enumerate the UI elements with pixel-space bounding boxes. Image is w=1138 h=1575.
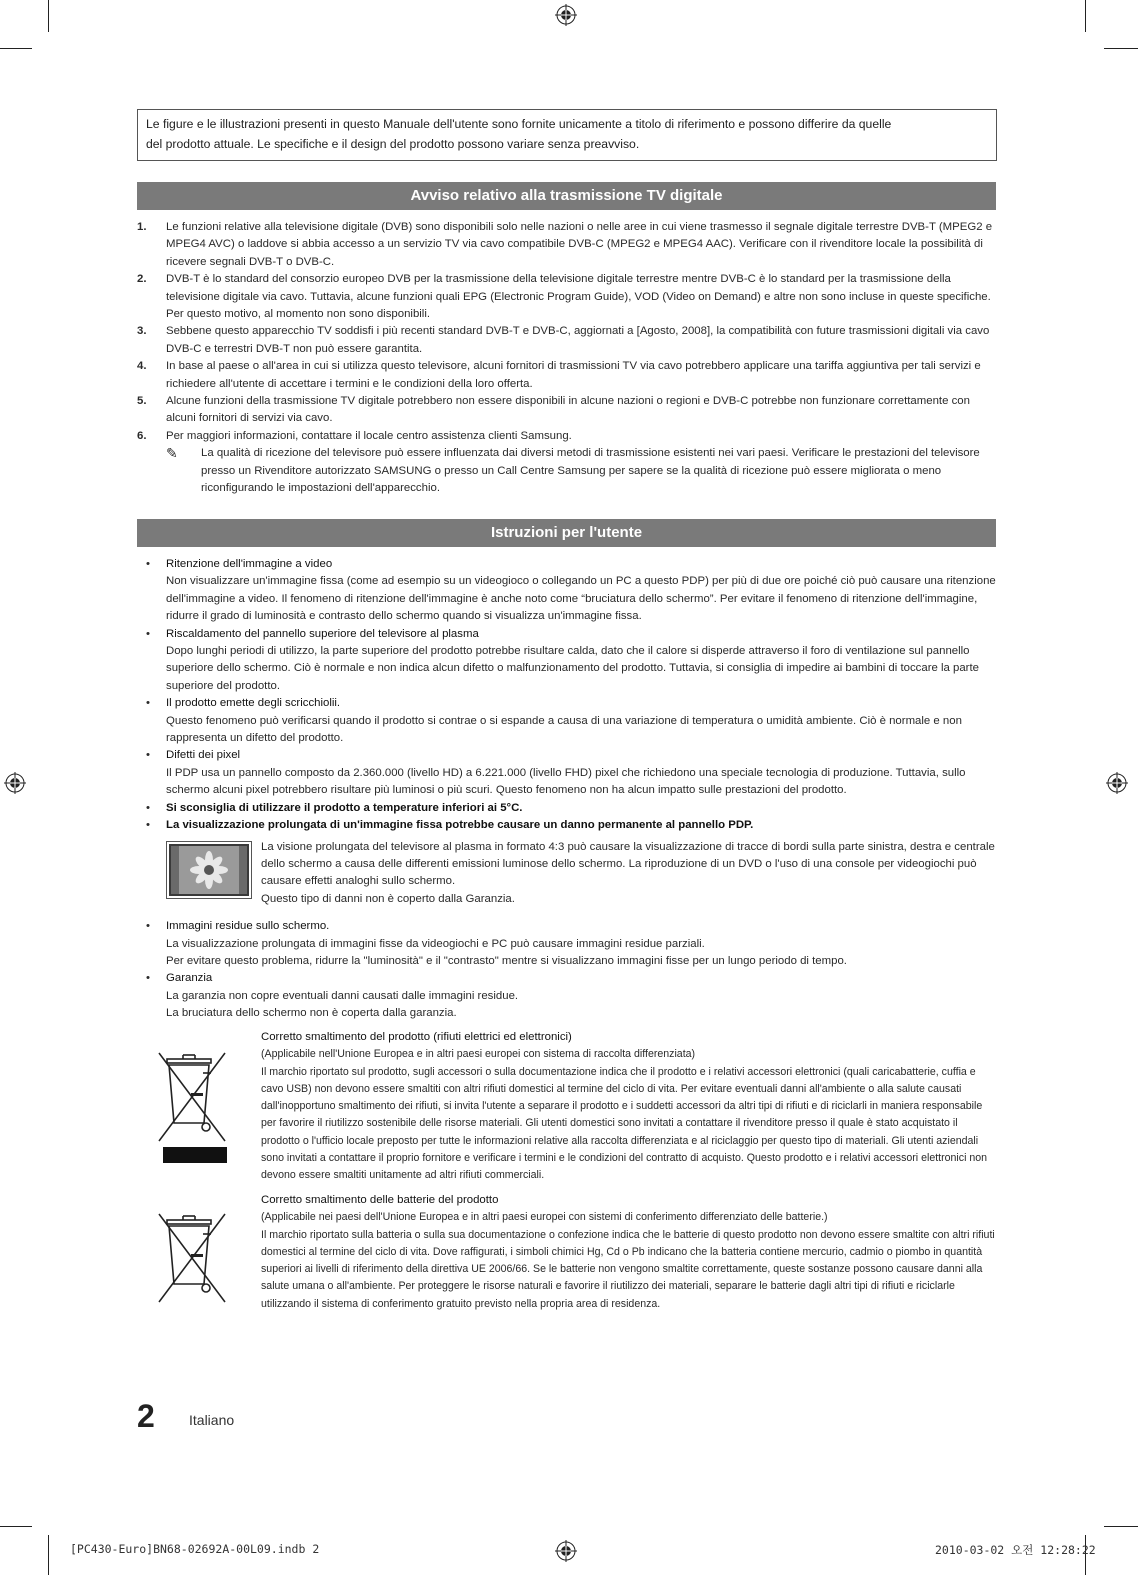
temperature-warning: Si sconsiglia di utilizzare il prodotto a temperature inferiori ai 5°C. [166,801,523,814]
warranty-note: Questo tipo di danni non è coperto dalla Garanzia. [261,892,515,905]
bullet: • [146,819,150,832]
disclaimer-box [137,109,997,161]
bullet: • [146,558,150,570]
section-header-user-instructions: Istruzioni per l'utente [137,519,996,547]
item-number: 6. [137,429,147,442]
list-item [137,747,996,799]
item-text: Per evitare questo problema, ridurre la "luminosità" e il "contrasto" mentre si visualizzano immagini fisse per un lungo periodo di tempo. [166,954,847,967]
print-timestamp: 2010-03-02 오전 12:28:22 [935,1543,1096,1557]
note-pencil-icon: ✎ [166,445,178,462]
list-item [137,800,996,817]
item-text: Per maggiori informazioni, contattare il locale centro assistenza clienti Samsung. [166,429,572,442]
item-text: Dopo lunghi periodi di utilizzo, la parte superiore del prodotto potrebbe risultare calda, dato che il calore si disperde attraverso il foro di ventilazione sul pannello superiore dello schermo. Ciò è normale e non indica alcun difetto o malfunzionamento del prodotto. Tuttavia, si consiglia di impedire ai bambini di toccare la parte superiore del prodotto. [166,645,979,692]
item-number: 4. [137,360,147,373]
note-text: La qualità di ricezione del televisore può essere influenzata dai diversi metodi di trasmissione esistenti nei vari paesi. Verificare le prestazioni del televisore presso un Rivenditore autorizzato SAMSUNG o presso un Call Centre Samsung per sapere se la qualità di ricezione può essere migliorata o meno riconfigurando le impostazioni dell'apparecchio. [201,447,980,495]
list-item [137,358,996,393]
digital-tv-list [137,219,996,498]
still-image-example [166,839,996,909]
item-text: DVB-T è lo standard del consorzio europeo DVB per la trasmissione della televisione digitale terrestre mentre DVB-C è lo standard per la trasmissione della televisione digitale via cavo. Tuttavia, alcune funzioni quali EPG (Electronic Program Guide), VOD (Video on Demand) e altre non sono incluse in queste specifiche. Per questo motivo, al momento non sono disponibili. [166,273,991,321]
item-number: 1. [137,221,147,233]
weee-text [137,1029,996,1185]
list-item [137,556,996,626]
weee-disposal-section [137,1029,996,1185]
registration-mark-icon [555,1540,577,1562]
registration-mark-icon [4,772,26,794]
item-text: La visualizzazione prolungata di immagini fisse da videogiochi e PC può causare immagini residue parziali. [166,937,705,950]
item-number: 2. [137,273,147,286]
still-image-warning: La visualizzazione prolungata di un'immagine fissa potrebbe causare un danno permanente al pannello PDP. [166,819,754,832]
list-item [137,918,996,970]
disclaimer-line: Le figure e le illustrazioni presenti in questo Manuale dell'utente sono fornite unicamente a titolo di riferimento e possono differire da quelle [146,117,892,131]
section-header-digital-tv: Avviso relativo alla trasmissione TV digitale [137,182,996,210]
item-text: Questo fenomeno può verificarsi quando il prodotto si contrae o si espande a causa di una variazione di temperatura o umidità ambiente. Ciò è normale e non rappresenta un difetto del prodotto. [166,714,962,745]
burn-in-screen-illustration [166,841,252,899]
item-heading: Riscaldamento del pannello superiore del televisore al plasma [166,627,479,640]
battery-body: Il marchio riportato sulla batteria o sulla sua documentazione o confezione indica che le batterie di questo prodotto non devono essere smaltite con altri rifiuti domestici al termine del ciclo di vita. Dove raffigurati, i simboli chimici Hg, Cd o Pb indicano che la batteria contiene mercurio, cadmio o piombo in quantità superiori ai livelli di riferimento della direttiva UE 2006/66. Se le batterie non vengono smaltite correttamente, queste sostanze possono causare danni alla salute umana o all'ambiente. Per proteggere le risorse naturali e favorire il riutilizzo dei materiali, separare le batterie dagli altri tipi di rifiuti e riciclarle utilizzando il sistema di conferimento gratuito previsto nella propria area di residenza. [261,1228,995,1310]
weee-body: Il marchio riportato sul prodotto, sugli accessori o sulla documentazione indica che il prodotto e i relativi accessori elettronici (quali caricabatterie, cuffia e cavo USB) non devono essere smaltiti con altri rifiuti domestici al termine del ciclo di vita. Per evitare eventuali danni all'ambiente o alla salute causati dall'inopportuno smaltimento dei rifiuti, si invita l'utente a separare il prodotto e i suddetti accessori da altri tipi di rifiuti e di riciclarli in maniera responsabile per favorire il riutilizzo sostenibile delle risorse materiali. Gli utenti domestici sono invitati a contattare il rivenditore presso il quale è stato acquistato il prodotto o l'ufficio locale preposto per tutte le informazioni relative alla raccolta differenziata e al riciclaggio per questo tipo di materiali. Gli utenti aziendali sono invitati a contattare il proprio fornitore e verificare i termini e le condizioni del contratto di acquisto. Questo prodotto e i relativi accessori elettronici non devono essere smaltiti unitamente ad altri rifiuti commerciali. [261,1065,988,1182]
weee-title: Corretto smaltimento del prodotto (rifiuti elettrici ed elettronici) [261,1031,572,1043]
item-text: Il PDP usa un pannello composto da 2.360.000 (livello HD) a 6.221.000 (livello FHD) pixel che richiedono una speciale tecnologia di produzione. Tuttavia, sullo schermo alcuni pixel potrebbero risultare più luminosi o più scuri. Questo fenomeno non ha alcun impatto sulle prestazioni del prodotto. [166,766,966,797]
crop-mark [48,0,49,32]
still-image-text-block [166,839,996,909]
crop-mark [0,48,32,49]
item-text: Le funzioni relative alla televisione digitale (DVB) sono disponibili solo nelle nazioni o nelle aree in cui viene trasmesso il segnale digitale terrestre DVB-T (MPEG2 e MPEG4 AVC) o laddove si abbia accesso a un servizio TV via cavo compatibile DVB-C (MPEG2 e MPEG4 AAC). Verificare con il rivenditore locale la possibilità di ricevere segnali DVB-T o DVB-C. [166,221,993,268]
item-heading: Difetti dei pixel [166,749,241,762]
item-text: Non visualizzare un'immagine fissa (come ad esempio su un videogioco o collegando un PC a questo PDP) per più di due ore poiché ciò può causare una ritenzione dell'immagine a video. Il fenomeno di ritenzione dell'immagine è anche noto come “bruciatura dello schermo”. Per evitare il fenomeno di ritenzione dell'immagine, ridurre il grado di luminosità e contrasto dello schermo quando si visualizza un'immagine fissa. [166,575,996,623]
battery-title: Corretto smaltimento delle batterie del prodotto [261,1194,499,1206]
battery-subtitle: (Applicabile nei paesi dell'Unione Europea e in altri paesi europei con sistemi di conferimento differenziato delle batterie.) [261,1211,828,1224]
item-text: La bruciatura dello schermo non è coperta dalla garanzia. [166,1007,457,1020]
item-text: Sebbene questo apparecchio TV soddisfi i più recenti standard DVB-T e DVB-C, aggiornati a [Agosto, 2008], la compatibilità con future trasmissioni digitali via cavo DVB-C e terrestri DVB-T non può essere garantita. [166,325,990,355]
disclaimer-line: del prodotto attuale. Le specifiche e il design del prodotto possono variare senza preavviso. [146,136,640,151]
bullet: • [146,972,150,985]
item-text: In base al paese o all'area in cui si utilizza questo televisore, alcuni fornitori di trasmissioni TV via cavo potrebbero applicare una tariffa aggiuntiva per tali servizi e richiedere all'utente di accettare i termini e le condizioni della loro offerta. [166,360,981,390]
list-item [137,817,996,834]
crossed-out-battery-bin-icon [155,1210,233,1306]
bullet: • [146,697,150,710]
list-item [137,393,996,428]
page-number: 2 [137,1398,155,1434]
item-text: La garanzia non copre eventuali danni causati dalle immagini residue. [166,989,519,1002]
item-text: Alcune funzioni della trasmissione TV digitale potrebbero non essere disponibili in alcune nazioni o regioni e DVB-C potrebbe non funzionare correttamente con alcuni fornitori di servizi via cavo. [166,395,970,425]
battery-disposal-section [137,1192,996,1313]
list-item [137,219,996,271]
item-heading: Ritenzione dell'immagine a video [166,558,333,570]
reception-note [137,445,996,497]
crop-mark [1085,0,1086,32]
item-number: 3. [137,325,147,338]
battery-text [137,1192,996,1313]
bullet: • [146,920,150,933]
language-label: Italiano [189,1412,235,1428]
list-item [137,428,996,445]
still-image-text: La visione prolungata del televisore al plasma in formato 4:3 può causare la visualizzazione di tracce di bordi sulla parte sinistra, destra e centrale dello schermo a causa delle differenti emissioni luminose dello schermo. La riproduzione di un DVD o l'uso di una console per videogiochi può causare effetti analoghi sullo schermo. [261,840,995,888]
user-instructions-list [137,556,996,1023]
print-file-slug: [PC430-Euro]BN68-02692A-00L09.indb 2 [70,1542,320,1556]
list-item [137,626,996,696]
bullet: • [146,627,150,640]
list-item [137,271,996,323]
crop-mark [1104,48,1138,49]
list-item [137,970,996,1022]
registration-mark-icon [555,4,577,26]
registration-mark-icon [1106,772,1128,794]
item-number: 5. [137,395,147,408]
item-heading: Il prodotto emette degli scricchiolii. [166,697,341,710]
item-heading: Garanzia [166,972,213,985]
item-heading: Immagini residue sullo schermo. [166,920,330,933]
list-item [137,695,996,747]
crop-mark [1104,1526,1138,1527]
crop-mark [48,1535,49,1575]
crop-mark [0,1526,32,1527]
weee-subtitle: (Applicabile nell'Unione Europea e in altri paesi europei con sistema di raccolta differenziata) [261,1048,696,1061]
crossed-out-wheelie-bin-icon [155,1049,233,1167]
list-item [137,323,996,358]
bullet: • [146,749,150,762]
bullet: • [146,801,150,814]
